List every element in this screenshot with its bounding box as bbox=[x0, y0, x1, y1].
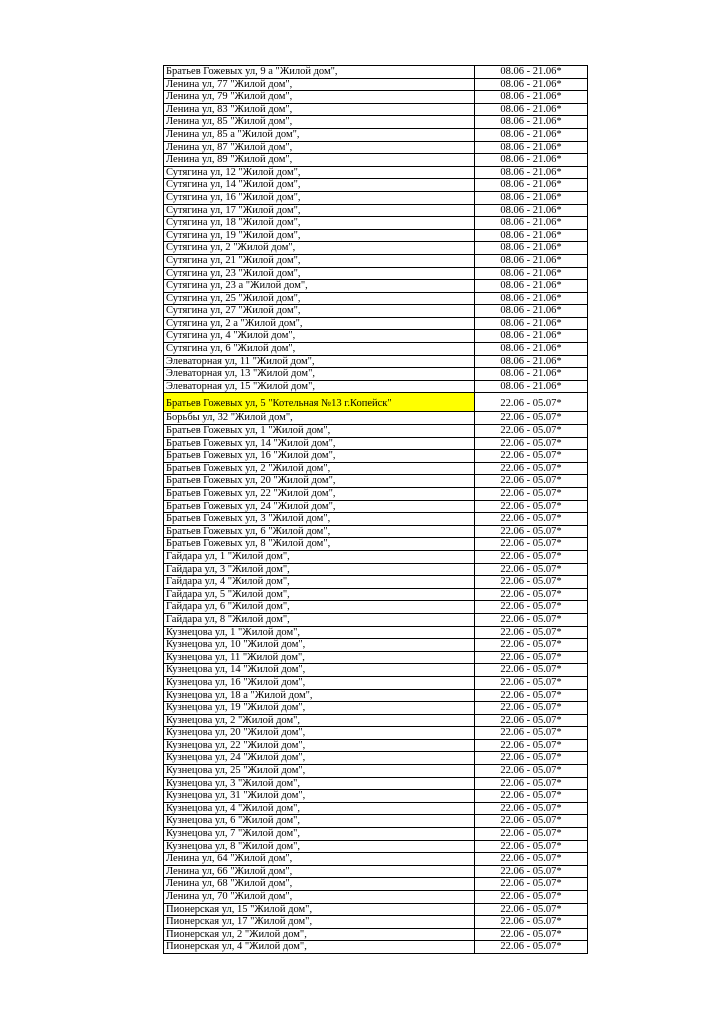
address-cell: Сутягина ул, 2 "Жилой дом", bbox=[164, 242, 475, 255]
table-row bbox=[164, 488, 588, 501]
table-row bbox=[164, 116, 588, 129]
address-cell: Сутягина ул, 23 а "Жилой дом", bbox=[164, 280, 475, 293]
address-cell: Ленина ул, 66 "Жилой дом", bbox=[164, 865, 475, 878]
table-row bbox=[164, 714, 588, 727]
address-cell: Братьев Гожевых ул, 6 "Жилой дом", bbox=[164, 525, 475, 538]
address-cell: Ленина ул, 83 "Жилой дом", bbox=[164, 103, 475, 116]
address-cell: Кузнецова ул, 1 "Жилой дом", bbox=[164, 626, 475, 639]
period-cell: 22.06 - 05.07* bbox=[475, 689, 588, 702]
table-row bbox=[164, 229, 588, 242]
period-cell: 22.06 - 05.07* bbox=[475, 425, 588, 438]
table-row bbox=[164, 765, 588, 778]
table-row bbox=[164, 141, 588, 154]
period-cell: 22.06 - 05.07* bbox=[475, 664, 588, 677]
period-cell: 22.06 - 05.07* bbox=[475, 639, 588, 652]
period-cell: 22.06 - 05.07* bbox=[475, 651, 588, 664]
address-cell: Братьев Гожевых ул, 1 "Жилой дом", bbox=[164, 425, 475, 438]
address-cell: Гайдара ул, 3 "Жилой дом", bbox=[164, 563, 475, 576]
address-cell: Кузнецова ул, 16 "Жилой дом", bbox=[164, 676, 475, 689]
address-cell: Пионерская ул, 15 "Жилой дом", bbox=[164, 903, 475, 916]
address-cell: Ленина ул, 85 "Жилой дом", bbox=[164, 116, 475, 129]
address-cell: Ленина ул, 89 "Жилой дом", bbox=[164, 154, 475, 167]
address-cell: Сутягина ул, 27 "Жилой дом", bbox=[164, 305, 475, 318]
table-row bbox=[164, 330, 588, 343]
period-cell: 08.06 - 21.06* bbox=[475, 267, 588, 280]
period-cell: 22.06 - 05.07* bbox=[475, 462, 588, 475]
period-cell: 22.06 - 05.07* bbox=[475, 865, 588, 878]
address-cell: Ленина ул, 87 "Жилой дом", bbox=[164, 141, 475, 154]
address-cell: Сутягина ул, 2 а "Жилой дом", bbox=[164, 317, 475, 330]
table-row bbox=[164, 563, 588, 576]
period-cell: 22.06 - 05.07* bbox=[475, 538, 588, 551]
table-row bbox=[164, 475, 588, 488]
address-cell: Сутягина ул, 17 "Жилой дом", bbox=[164, 204, 475, 217]
period-cell: 08.06 - 21.06* bbox=[475, 91, 588, 104]
period-cell: 08.06 - 21.06* bbox=[475, 116, 588, 129]
table-row bbox=[164, 462, 588, 475]
period-cell: 22.06 - 05.07* bbox=[475, 765, 588, 778]
period-cell: 08.06 - 21.06* bbox=[475, 317, 588, 330]
address-cell: Кузнецова ул, 11 "Жилой дом", bbox=[164, 651, 475, 664]
period-cell: 08.06 - 21.06* bbox=[475, 103, 588, 116]
period-cell: 22.06 - 05.07* bbox=[475, 916, 588, 929]
table-row bbox=[164, 343, 588, 356]
period-cell: 22.06 - 05.07* bbox=[475, 525, 588, 538]
period-cell: 22.06 - 05.07* bbox=[475, 488, 588, 501]
table-row bbox=[164, 450, 588, 463]
period-cell: 08.06 - 21.06* bbox=[475, 141, 588, 154]
table-row bbox=[164, 550, 588, 563]
address-cell: Кузнецова ул, 22 "Жилой дом", bbox=[164, 739, 475, 752]
table-row bbox=[164, 204, 588, 217]
address-cell: Кузнецова ул, 6 "Жилой дом", bbox=[164, 815, 475, 828]
table-row bbox=[164, 588, 588, 601]
period-cell: 22.06 - 05.07* bbox=[475, 777, 588, 790]
table-row bbox=[164, 941, 588, 954]
address-cell: Гайдара ул, 5 "Жилой дом", bbox=[164, 588, 475, 601]
table-row bbox=[164, 66, 588, 79]
table-row bbox=[164, 525, 588, 538]
address-cell: Кузнецова ул, 4 "Жилой дом", bbox=[164, 802, 475, 815]
address-cell: Братьев Гожевых ул, 24 "Жилой дом", bbox=[164, 500, 475, 513]
table-row bbox=[164, 651, 588, 664]
schedule-table-body bbox=[164, 66, 588, 954]
address-cell: Гайдара ул, 6 "Жилой дом", bbox=[164, 601, 475, 614]
table-row bbox=[164, 128, 588, 141]
period-cell: 22.06 - 05.07* bbox=[475, 576, 588, 589]
table-row bbox=[164, 154, 588, 167]
table-row bbox=[164, 513, 588, 526]
address-cell: Сутягина ул, 19 "Жилой дом", bbox=[164, 229, 475, 242]
period-cell: 22.06 - 05.07* bbox=[475, 588, 588, 601]
table-row bbox=[164, 853, 588, 866]
period-cell: 08.06 - 21.06* bbox=[475, 380, 588, 393]
table-row bbox=[164, 292, 588, 305]
period-cell: 08.06 - 21.06* bbox=[475, 78, 588, 91]
table-row bbox=[164, 802, 588, 815]
address-cell: Ленина ул, 64 "Жилой дом", bbox=[164, 853, 475, 866]
address-cell: Ленина ул, 77 "Жилой дом", bbox=[164, 78, 475, 91]
address-cell: Кузнецова ул, 20 "Жилой дом", bbox=[164, 727, 475, 740]
table-row bbox=[164, 576, 588, 589]
table-row bbox=[164, 601, 588, 614]
period-cell: 08.06 - 21.06* bbox=[475, 179, 588, 192]
address-cell: Братьев Гожевых ул, 8 "Жилой дом", bbox=[164, 538, 475, 551]
table-row bbox=[164, 412, 588, 425]
period-cell: 22.06 - 05.07* bbox=[475, 739, 588, 752]
period-cell: 08.06 - 21.06* bbox=[475, 305, 588, 318]
address-cell: Братьев Гожевых ул, 20 "Жилой дом", bbox=[164, 475, 475, 488]
period-cell: 22.06 - 05.07* bbox=[475, 475, 588, 488]
table-row bbox=[164, 500, 588, 513]
period-cell: 08.06 - 21.06* bbox=[475, 330, 588, 343]
address-cell: Элеваторная ул, 13 "Жилой дом", bbox=[164, 368, 475, 381]
period-cell: 08.06 - 21.06* bbox=[475, 343, 588, 356]
table-row bbox=[164, 179, 588, 192]
table-row bbox=[164, 380, 588, 393]
period-cell: 22.06 - 05.07* bbox=[475, 563, 588, 576]
table-row bbox=[164, 676, 588, 689]
table-row bbox=[164, 437, 588, 450]
table-row bbox=[164, 305, 588, 318]
period-cell: 22.06 - 05.07* bbox=[475, 714, 588, 727]
period-cell: 22.06 - 05.07* bbox=[475, 727, 588, 740]
table-row bbox=[164, 865, 588, 878]
address-cell: Пионерская ул, 4 "Жилой дом", bbox=[164, 941, 475, 954]
address-cell: Братьев Гожевых ул, 5 "Котельная №13 г.Копейск" bbox=[164, 393, 475, 412]
table-row bbox=[164, 739, 588, 752]
address-cell: Кузнецова ул, 3 "Жилой дом", bbox=[164, 777, 475, 790]
table-row bbox=[164, 878, 588, 891]
period-cell: 22.06 - 05.07* bbox=[475, 815, 588, 828]
table-row bbox=[164, 191, 588, 204]
period-cell: 22.06 - 05.07* bbox=[475, 450, 588, 463]
address-cell: Сутягина ул, 25 "Жилой дом", bbox=[164, 292, 475, 305]
address-cell: Кузнецова ул, 24 "Жилой дом", bbox=[164, 752, 475, 765]
table-row bbox=[164, 702, 588, 715]
period-cell: 08.06 - 21.06* bbox=[475, 242, 588, 255]
period-cell: 22.06 - 05.07* bbox=[475, 828, 588, 841]
period-cell: 22.06 - 05.07* bbox=[475, 802, 588, 815]
period-cell: 08.06 - 21.06* bbox=[475, 154, 588, 167]
table-row bbox=[164, 538, 588, 551]
address-cell: Братьев Гожевых ул, 22 "Жилой дом", bbox=[164, 488, 475, 501]
address-cell: Братьев Гожевых ул, 2 "Жилой дом", bbox=[164, 462, 475, 475]
table-row bbox=[164, 91, 588, 104]
period-cell: 08.06 - 21.06* bbox=[475, 191, 588, 204]
period-cell: 22.06 - 05.07* bbox=[475, 513, 588, 526]
period-cell: 22.06 - 05.07* bbox=[475, 853, 588, 866]
table-row bbox=[164, 78, 588, 91]
period-cell: 22.06 - 05.07* bbox=[475, 702, 588, 715]
table-row bbox=[164, 103, 588, 116]
address-cell: Братьев Гожевых ул, 3 "Жилой дом", bbox=[164, 513, 475, 526]
table-row bbox=[164, 280, 588, 293]
table-row-highlighted bbox=[164, 393, 588, 412]
period-cell: 22.06 - 05.07* bbox=[475, 437, 588, 450]
table-row bbox=[164, 613, 588, 626]
table-row bbox=[164, 891, 588, 904]
period-cell: 22.06 - 05.07* bbox=[475, 412, 588, 425]
period-cell: 22.06 - 05.07* bbox=[475, 626, 588, 639]
address-cell: Кузнецова ул, 7 "Жилой дом", bbox=[164, 828, 475, 841]
period-cell: 08.06 - 21.06* bbox=[475, 217, 588, 230]
period-cell: 22.06 - 05.07* bbox=[475, 878, 588, 891]
period-cell: 08.06 - 21.06* bbox=[475, 204, 588, 217]
address-cell: Кузнецова ул, 8 "Жилой дом", bbox=[164, 840, 475, 853]
address-cell: Ленина ул, 68 "Жилой дом", bbox=[164, 878, 475, 891]
address-cell: Гайдара ул, 1 "Жилой дом", bbox=[164, 550, 475, 563]
table-row bbox=[164, 242, 588, 255]
address-cell: Сутягина ул, 23 "Жилой дом", bbox=[164, 267, 475, 280]
period-cell: 08.06 - 21.06* bbox=[475, 254, 588, 267]
period-cell: 22.06 - 05.07* bbox=[475, 500, 588, 513]
table-row bbox=[164, 254, 588, 267]
table-row bbox=[164, 840, 588, 853]
period-cell: 22.06 - 05.07* bbox=[475, 840, 588, 853]
table-row bbox=[164, 828, 588, 841]
period-cell: 22.06 - 05.07* bbox=[475, 752, 588, 765]
address-cell: Сутягина ул, 14 "Жилой дом", bbox=[164, 179, 475, 192]
address-cell: Кузнецова ул, 18 а "Жилой дом", bbox=[164, 689, 475, 702]
period-cell: 22.06 - 05.07* bbox=[475, 613, 588, 626]
period-cell: 22.06 - 05.07* bbox=[475, 891, 588, 904]
period-cell: 22.06 - 05.07* bbox=[475, 903, 588, 916]
period-cell: 08.06 - 21.06* bbox=[475, 66, 588, 79]
period-cell: 08.06 - 21.06* bbox=[475, 355, 588, 368]
table-row bbox=[164, 903, 588, 916]
address-cell: Сутягина ул, 16 "Жилой дом", bbox=[164, 191, 475, 204]
address-cell: Кузнецова ул, 19 "Жилой дом", bbox=[164, 702, 475, 715]
table-row bbox=[164, 425, 588, 438]
table-row bbox=[164, 815, 588, 828]
address-cell: Ленина ул, 79 "Жилой дом", bbox=[164, 91, 475, 104]
address-cell: Сутягина ул, 12 "Жилой дом", bbox=[164, 166, 475, 179]
table-row bbox=[164, 368, 588, 381]
address-cell: Пионерская ул, 17 "Жилой дом", bbox=[164, 916, 475, 929]
period-cell: 22.06 - 05.07* bbox=[475, 941, 588, 954]
address-cell: Братьев Гожевых ул, 16 "Жилой дом", bbox=[164, 450, 475, 463]
address-cell: Сутягина ул, 4 "Жилой дом", bbox=[164, 330, 475, 343]
period-cell: 08.06 - 21.06* bbox=[475, 292, 588, 305]
period-cell: 08.06 - 21.06* bbox=[475, 229, 588, 242]
period-cell: 22.06 - 05.07* bbox=[475, 550, 588, 563]
address-cell: Сутягина ул, 6 "Жилой дом", bbox=[164, 343, 475, 356]
address-cell: Кузнецова ул, 10 "Жилой дом", bbox=[164, 639, 475, 652]
address-cell: Пионерская ул, 2 "Жилой дом", bbox=[164, 928, 475, 941]
table-row bbox=[164, 689, 588, 702]
address-cell: Элеваторная ул, 11 "Жилой дом", bbox=[164, 355, 475, 368]
address-cell: Кузнецова ул, 2 "Жилой дом", bbox=[164, 714, 475, 727]
address-cell: Сутягина ул, 18 "Жилой дом", bbox=[164, 217, 475, 230]
table-row bbox=[164, 928, 588, 941]
address-cell: Кузнецова ул, 14 "Жилой дом", bbox=[164, 664, 475, 677]
period-cell: 08.06 - 21.06* bbox=[475, 128, 588, 141]
schedule-table bbox=[163, 65, 588, 954]
address-cell: Гайдара ул, 4 "Жилой дом", bbox=[164, 576, 475, 589]
address-cell: Кузнецова ул, 31 "Жилой дом", bbox=[164, 790, 475, 803]
period-cell: 08.06 - 21.06* bbox=[475, 166, 588, 179]
address-cell: Кузнецова ул, 25 "Жилой дом", bbox=[164, 765, 475, 778]
address-cell: Ленина ул, 70 "Жилой дом", bbox=[164, 891, 475, 904]
table-row bbox=[164, 790, 588, 803]
table-row bbox=[164, 639, 588, 652]
table-row bbox=[164, 626, 588, 639]
address-cell: Элеваторная ул, 15 "Жилой дом", bbox=[164, 380, 475, 393]
table-row bbox=[164, 916, 588, 929]
table-row bbox=[164, 664, 588, 677]
address-cell: Гайдара ул, 8 "Жилой дом", bbox=[164, 613, 475, 626]
table-row bbox=[164, 727, 588, 740]
period-cell: 22.06 - 05.07* bbox=[475, 790, 588, 803]
table-row bbox=[164, 777, 588, 790]
address-cell: Ленина ул, 85 а "Жилой дом", bbox=[164, 128, 475, 141]
address-cell: Борьбы ул, 32 "Жилой дом", bbox=[164, 412, 475, 425]
address-cell: Братьев Гожевых ул, 14 "Жилой дом", bbox=[164, 437, 475, 450]
table-row bbox=[164, 752, 588, 765]
period-cell: 22.06 - 05.07* bbox=[475, 676, 588, 689]
table-row bbox=[164, 166, 588, 179]
period-cell: 08.06 - 21.06* bbox=[475, 368, 588, 381]
address-cell: Братьев Гожевых ул, 9 а "Жилой дом", bbox=[164, 66, 475, 79]
table-row bbox=[164, 317, 588, 330]
period-cell: 22.06 - 05.07* bbox=[475, 601, 588, 614]
period-cell: 22.06 - 05.07* bbox=[475, 393, 588, 412]
table-row bbox=[164, 267, 588, 280]
table-row bbox=[164, 217, 588, 230]
period-cell: 08.06 - 21.06* bbox=[475, 280, 588, 293]
period-cell: 22.06 - 05.07* bbox=[475, 928, 588, 941]
address-cell: Сутягина ул, 21 "Жилой дом", bbox=[164, 254, 475, 267]
table-row bbox=[164, 355, 588, 368]
